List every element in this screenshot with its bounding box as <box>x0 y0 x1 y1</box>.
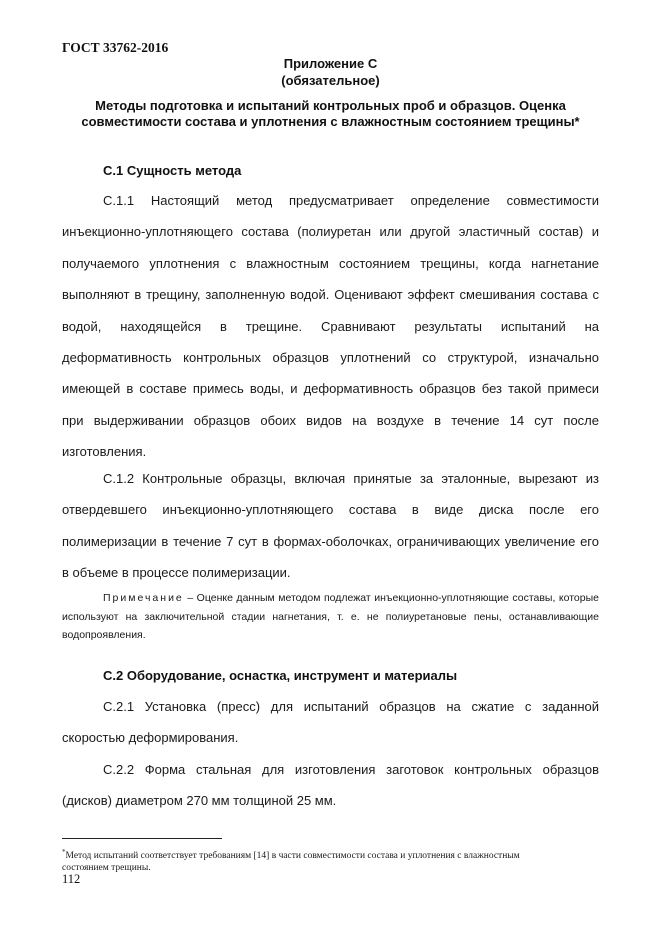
section-heading-c2: С.2 Оборудование, оснастка, инструмент и материалы <box>103 668 458 683</box>
paragraph-c2-2: С.2.2 Форма стальная для изготовления заготовок контрольных образцов (дисков) диаметром 270 мм толщиной 25 мм. <box>62 762 599 809</box>
paragraph-c1-1: С.1.1 Настоящий метод предусматривает определение совместимости инъекционно-уплотняющего состава (полиуретан или другой эластичный состав) и получаемого уплотнения с влажностным состоянием трещины, когда нагнетание выполняют в трещину, заполненную водой. Оценивают эффект смешивания состава с водой, находящейся в трещине. Сравнивают результаты испытаний на деформативность контрольных образцов уплотнений со структурой, изначально имеющей в составе примесь воды, и деформативность образцов без такой примеси при выдерживании образцов обоих видов на воздухе в течение 14 сут после изготовления. <box>62 193 599 460</box>
appendix-label: Приложение С <box>283 56 378 71</box>
note-text: – Оценке данным методом подлежат инъекционно-уплотняющие составы, которые используют на заключительной стадии нагнетания, т. е. не полиуретановые пены, останавливающие водопроявления. <box>62 592 599 641</box>
paragraph-c2-1: С.2.1 Установка (пресс) для испытаний образцов на сжатие с заданной скоростью деформирования. <box>62 699 599 746</box>
note-block <box>62 589 599 645</box>
section-heading-c1: С.1 Сущность метода <box>103 163 242 178</box>
standard-number: ГОСТ 33762-2016 <box>62 40 169 55</box>
footnote <box>62 846 542 874</box>
page-number: 112 <box>62 872 81 886</box>
appendix-header <box>62 55 599 89</box>
paragraph-c1-2: С.1.2 Контрольные образцы, включая принятые за эталонные, вырезают из отвердевшего инъекционно-уплотняющего состава в виде диска после его полимеризации в течение 7 сут в формах-оболочках, ограничивающих увеличение его в объеме в процессе полимеризации. <box>62 471 599 581</box>
footnote-marker: * <box>62 848 66 856</box>
note-label: Примечание <box>103 592 184 604</box>
footnote-text: Метод испытаний соответствует требованиям [14] в части совместимости состава и уплотнения с влажностным состоянием трещины. <box>62 851 520 874</box>
appendix-title: Методы подготовка и испытаний контрольных проб и образцов. Оценка совместимости состава и уплотнения с влажностным состоянием трещины* <box>81 98 580 129</box>
appendix-status: (обязательное) <box>281 73 380 88</box>
footnote-divider <box>62 838 222 839</box>
